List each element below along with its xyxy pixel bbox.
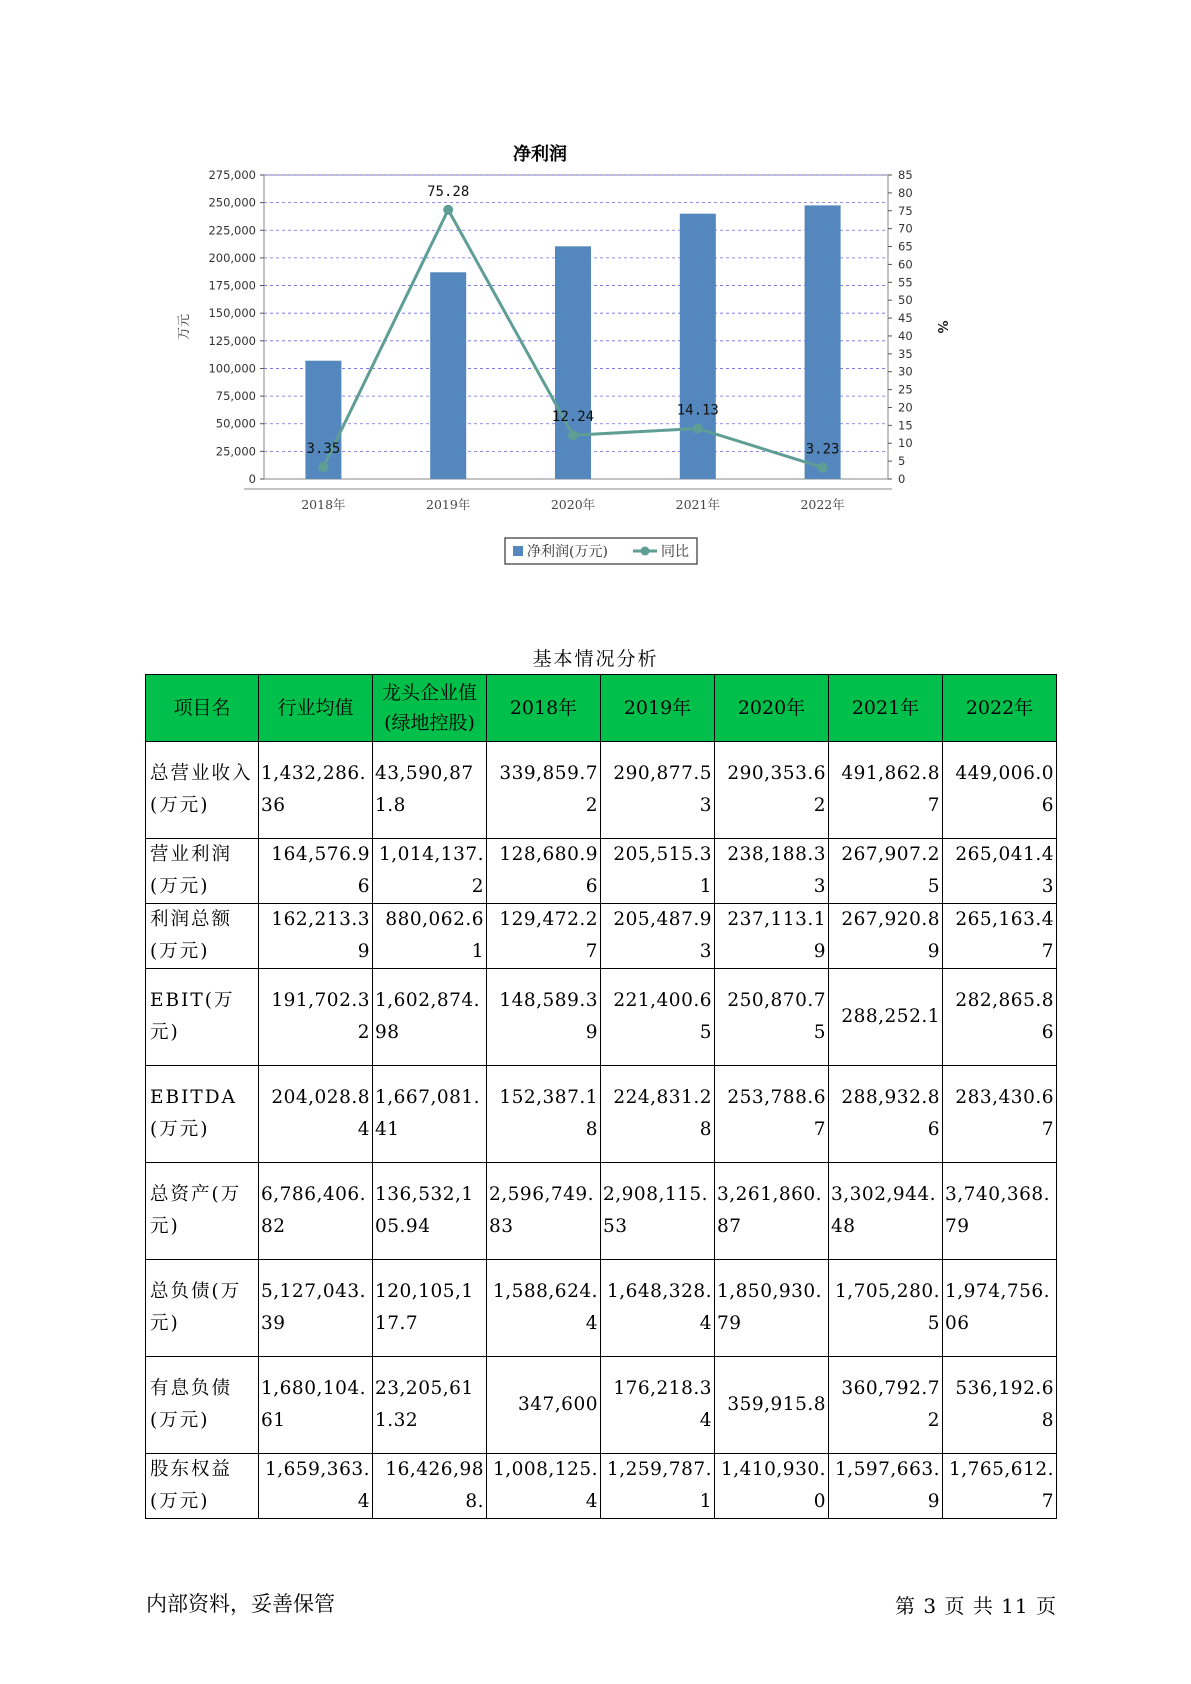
table-cell: 359,915.8	[715, 1357, 829, 1454]
row-label: 股东权益(万元)	[146, 1454, 259, 1519]
table-cell: 5,127,043.39	[259, 1260, 373, 1357]
table-row	[146, 969, 1057, 1066]
table-cell: 250,870.75	[715, 969, 829, 1066]
table-cell: 1,597,663.9	[829, 1454, 943, 1519]
y2-tick-label: 10	[898, 436, 913, 451]
table-cell: 491,862.87	[829, 742, 943, 839]
table-caption: 基本情况分析	[532, 648, 659, 670]
table-cell: 238,188.33	[715, 839, 829, 904]
x-tick-label: 2018年	[301, 497, 346, 512]
table-cell: 283,430.67	[943, 1066, 1057, 1163]
row-label: 有息负债(万元)	[146, 1357, 259, 1454]
table-cell: 1,008,125.4	[487, 1454, 601, 1519]
x-tick-label: 2019年	[426, 497, 471, 512]
data-label: 14.13	[676, 402, 719, 419]
table-cell: 1,648,328.4	[601, 1260, 715, 1357]
y-tick-label: 175,000	[208, 278, 256, 293]
y2-tick-label: 80	[898, 185, 913, 200]
data-label: 75.28	[427, 183, 470, 200]
footer-confidential: 内部资料，妥善保管	[146, 1592, 335, 1616]
y2-tick-label: 30	[898, 364, 913, 379]
y2-tick-label: 70	[898, 221, 913, 236]
table-cell: 152,387.18	[487, 1066, 601, 1163]
y-tick-label: 50,000	[215, 416, 256, 431]
table-cell: 136,532,105.94	[373, 1163, 487, 1260]
table-cell: 1,410,930.0	[715, 1454, 829, 1519]
table-cell: 265,041.43	[943, 839, 1057, 904]
y-tick-label: 250,000	[208, 195, 256, 210]
table-cell: 880,062.61	[373, 904, 487, 969]
table-cell: 162,213.39	[259, 904, 373, 969]
row-label: EBITDA(万元)	[146, 1066, 259, 1163]
growth-point	[818, 462, 828, 472]
table-cell: 6,786,406.82	[259, 1163, 373, 1260]
table-cell: 267,920.89	[829, 904, 943, 969]
bar	[555, 246, 591, 479]
table-cell: 191,702.32	[259, 969, 373, 1066]
y-tick-label: 225,000	[208, 223, 256, 238]
y-tick-label: 25,000	[215, 444, 256, 459]
table-cell: 129,472.27	[487, 904, 601, 969]
y-tick-label: 75,000	[215, 389, 256, 404]
table-cell: 148,589.39	[487, 969, 601, 1066]
y2-tick-label: 55	[898, 275, 913, 290]
table-row	[146, 1357, 1057, 1454]
data-label: 3.35	[306, 441, 341, 458]
table-cell: 128,680.96	[487, 839, 601, 904]
x-tick-label: 2022年	[800, 497, 845, 512]
chart-canvas	[160, 130, 980, 610]
growth-point	[318, 462, 328, 472]
row-label: EBIT(万元)	[146, 969, 259, 1066]
table-row	[146, 1163, 1057, 1260]
row-label: 营业利润(万元)	[146, 839, 259, 904]
y2-tick-label: 40	[898, 328, 913, 343]
table-cell: 2,596,749.83	[487, 1163, 601, 1260]
y-tick-label: 125,000	[208, 333, 256, 348]
row-label: 总营业收入(万元)	[146, 742, 259, 839]
table-cell: 120,105,117.7	[373, 1260, 487, 1357]
table-cell: 205,487.93	[601, 904, 715, 969]
table-cell: 1,850,930.79	[715, 1260, 829, 1357]
table-cell: 536,192.68	[943, 1357, 1057, 1454]
legend-label-line: 同比	[661, 544, 689, 560]
row-label: 总负债(万元)	[146, 1260, 259, 1357]
table-cell: 288,932.86	[829, 1066, 943, 1163]
chart-title: 净利润	[513, 144, 567, 165]
table-row	[146, 839, 1057, 904]
table-cell: 1,602,874.98	[373, 969, 487, 1066]
table-cell: 1,659,363.4	[259, 1454, 373, 1519]
data-label: 3.23	[805, 441, 840, 458]
table-row	[146, 1260, 1057, 1357]
y-tick-label: 100,000	[208, 361, 256, 376]
y2-tick-label: 15	[898, 418, 913, 433]
header-cell: 龙头企业值(绿地控股)	[373, 675, 487, 742]
data-label: 12.24	[551, 409, 595, 426]
table-cell: 1,259,787.1	[601, 1454, 715, 1519]
row-label: 利润总额(万元)	[146, 904, 259, 969]
bar	[680, 214, 716, 479]
header-cell: 2019年	[601, 675, 715, 742]
table-cell: 290,877.53	[601, 742, 715, 839]
header-cell: 项目名	[146, 675, 259, 742]
y2-tick-label: 45	[898, 311, 913, 326]
header-cell: 行业均值	[259, 675, 373, 742]
table-cell: 3,302,944.48	[829, 1163, 943, 1260]
growth-point	[443, 205, 453, 215]
table-cell: 282,865.86	[943, 969, 1057, 1066]
y2-tick-label: 5	[898, 454, 906, 469]
x-tick-label: 2020年	[550, 497, 596, 512]
table-row	[146, 1066, 1057, 1163]
table-cell: 237,113.19	[715, 904, 829, 969]
table-cell: 339,859.72	[487, 742, 601, 839]
table-cell: 253,788.67	[715, 1066, 829, 1163]
growth-point	[693, 423, 703, 433]
header-cell: 2018年	[487, 675, 601, 742]
y-tick-label: 200,000	[208, 250, 256, 265]
y2-tick-label: 0	[898, 472, 906, 486]
table-cell: 43,590,871.8	[373, 742, 487, 839]
table-cell: 221,400.65	[601, 969, 715, 1066]
y2-tick-label: 35	[898, 346, 913, 361]
table-cell: 288,252.1	[829, 969, 943, 1066]
table-cell: 3,740,368.79	[943, 1163, 1057, 1260]
table-cell: 1,705,280.5	[829, 1260, 943, 1357]
table-cell: 164,576.96	[259, 839, 373, 904]
table-cell: 265,163.47	[943, 904, 1057, 969]
table-cell: 1,680,104.61	[259, 1357, 373, 1454]
y2-tick-label: 60	[898, 257, 913, 272]
y-tick-label: 0	[248, 472, 256, 486]
legend-label-bar: 净利润(万元)	[527, 544, 608, 560]
net-profit-chart	[160, 130, 980, 610]
table-header-row	[146, 675, 1057, 742]
y2-tick-label: 20	[898, 400, 913, 415]
table-cell: 1,974,756.06	[943, 1260, 1057, 1357]
table-cell: 2,908,115.53	[601, 1163, 715, 1260]
y2-tick-label: 75	[898, 203, 913, 218]
header-cell: 2022年	[943, 675, 1057, 742]
table-cell: 205,515.31	[601, 839, 715, 904]
table-row	[146, 1454, 1057, 1519]
legend-swatch-point	[641, 547, 650, 556]
legend-swatch-bar	[513, 546, 523, 556]
header-cell: 2021年	[829, 675, 943, 742]
table-cell: 224,831.28	[601, 1066, 715, 1163]
y2-tick-label: 85	[898, 168, 913, 182]
y-tick-label: 275,000	[208, 168, 256, 182]
table-cell: 347,600	[487, 1357, 601, 1454]
y2-axis-label: %	[934, 320, 949, 334]
y2-tick-label: 50	[898, 293, 913, 308]
table-cell: 290,353.62	[715, 742, 829, 839]
y2-tick-label: 25	[898, 382, 913, 397]
y2-tick-label: 65	[898, 239, 913, 254]
basic-analysis-table	[145, 674, 1057, 1519]
y-tick-label: 150,000	[208, 306, 256, 321]
table-cell: 1,432,286.36	[259, 742, 373, 839]
table-cell: 360,792.72	[829, 1357, 943, 1454]
header-cell: 2020年	[715, 675, 829, 742]
table-cell: 1,014,137.2	[373, 839, 487, 904]
bar	[305, 361, 341, 479]
bar	[430, 272, 466, 479]
table-cell: 23,205,611.32	[373, 1357, 487, 1454]
table-cell: 204,028.84	[259, 1066, 373, 1163]
footer-page-number: 第 3 页 共 11 页	[895, 1594, 1057, 1618]
table-row	[146, 742, 1057, 839]
row-label: 总资产(万元)	[146, 1163, 259, 1260]
bar	[805, 205, 841, 479]
table-cell: 1,588,624.4	[487, 1260, 601, 1357]
table-cell: 267,907.25	[829, 839, 943, 904]
y-axis-label: 万元	[177, 313, 192, 341]
table-cell: 176,218.34	[601, 1357, 715, 1454]
table-cell: 16,426,988.	[373, 1454, 487, 1519]
table-row	[146, 904, 1057, 969]
x-tick-label: 2021年	[675, 497, 720, 512]
table-cell: 3,261,860.87	[715, 1163, 829, 1260]
growth-point	[568, 430, 578, 440]
table-cell: 449,006.06	[943, 742, 1057, 839]
table-cell: 1,765,612.7	[943, 1454, 1057, 1519]
table-cell: 1,667,081.41	[373, 1066, 487, 1163]
